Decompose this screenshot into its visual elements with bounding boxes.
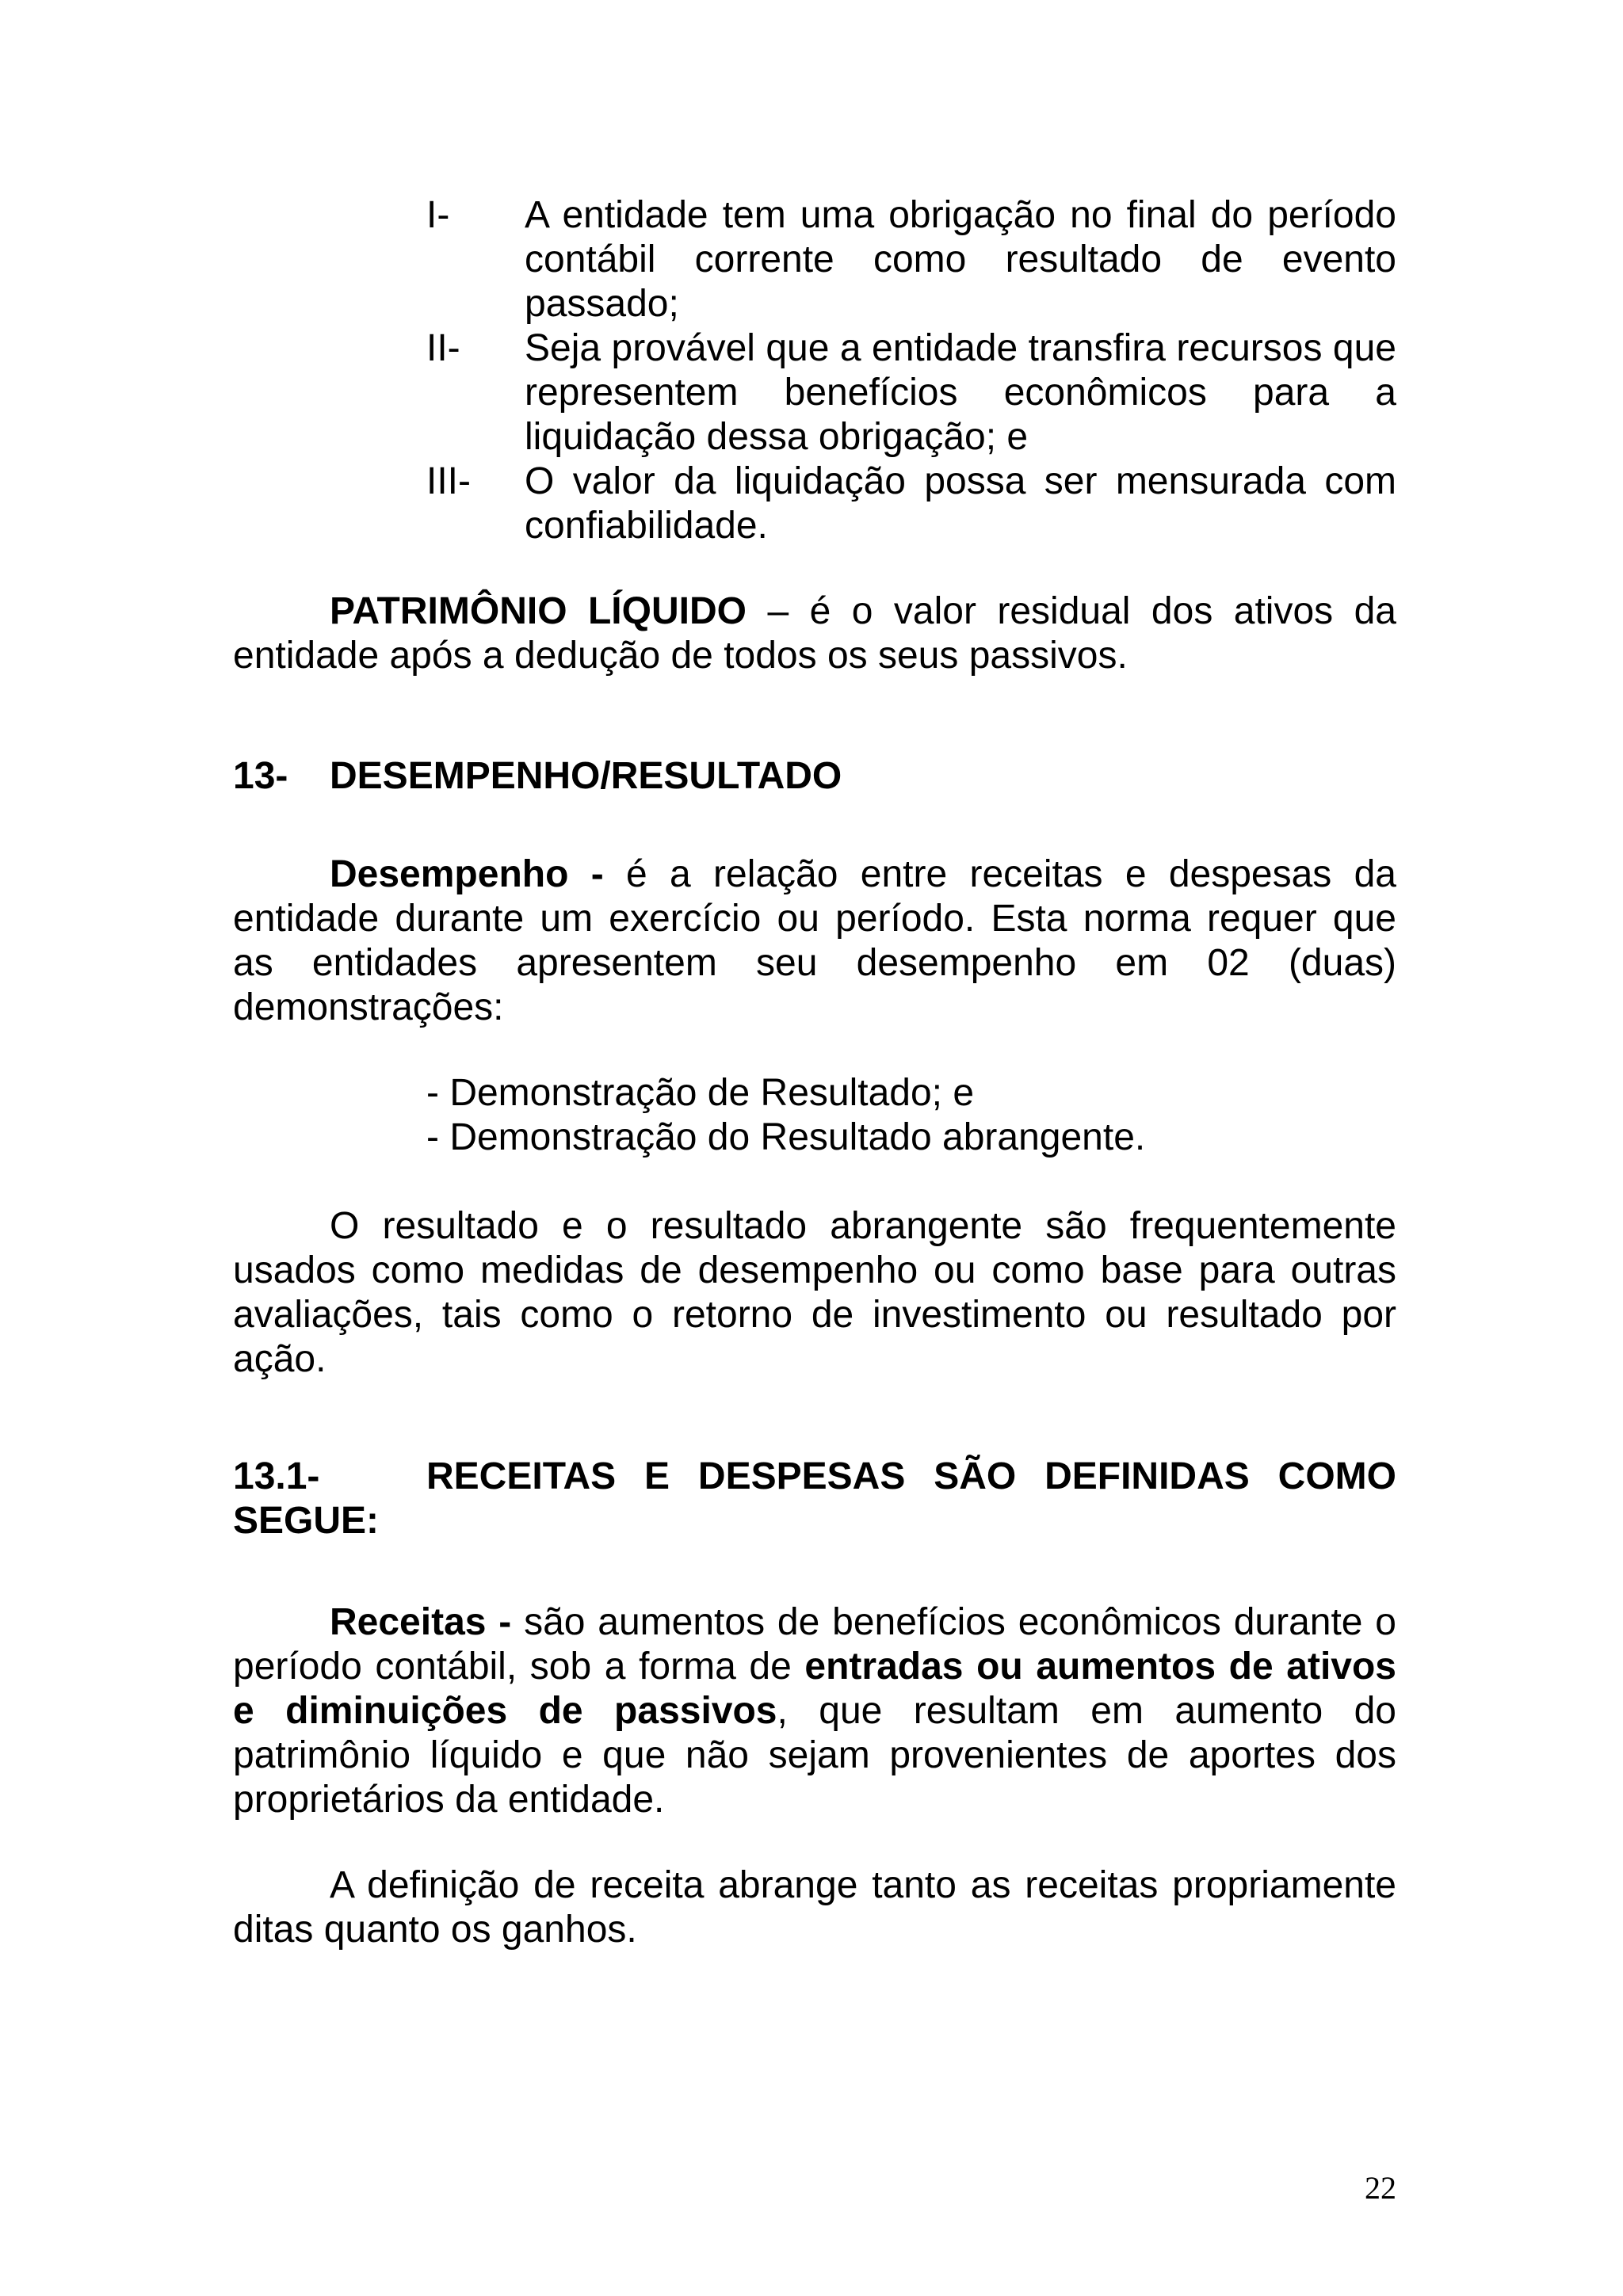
title-word: RECEITAS: [426, 1455, 617, 1497]
patrimonio-term: PATRIMÔNIO LÍQUIDO: [330, 590, 747, 632]
receitas-text: são aumentos de benefícios econômicos durante o período contábil, sob a forma de: [233, 1601, 1397, 1688]
receitas-emphasis: entradas ou aumentos de ativos e diminuições de passivos: [233, 1646, 1396, 1732]
list-item: [426, 193, 1396, 326]
list-item: - Demonstração do Resultado abrangente.: [426, 1116, 1146, 1158]
title-word: COMO: [1277, 1455, 1396, 1497]
section-13-1-number: 13.1-: [233, 1455, 320, 1497]
definicao-paragraph: A definição de receita abrange tanto as receitas propriamente ditas quanto os ganhos.: [233, 1864, 1396, 1951]
section-13-1-heading: [233, 1455, 1396, 1543]
list-item-number: II-: [426, 327, 460, 369]
receitas-term: Receitas -: [330, 1601, 512, 1643]
list-item-number: I-: [426, 194, 450, 236]
title-word: DEFINIDAS: [1044, 1455, 1250, 1497]
receitas-text: , que resultam em aumento do patrimônio líquido e que não sejam provenientes de aportes dos proprietários da entidade.: [233, 1690, 1396, 1821]
list-item: - Demonstração de Resultado; e: [426, 1072, 975, 1114]
resultado-paragraph: O resultado e o resultado abrangente são frequentemente usados como medidas de desempenho ou como base para outras avaliações, tais como o retorno de investimento ou resultado por ação.: [233, 1205, 1396, 1380]
list-item-text: O valor da liquidação possa ser mensurada com confiabilidade.: [525, 460, 1396, 547]
list-item-number: III-: [426, 460, 471, 502]
desempenho-term: Desempenho -: [330, 853, 604, 895]
list-item-text: A entidade tem uma obrigação no final do período contábil corrente como resultado de evento passado;: [525, 194, 1396, 325]
section-13-number: 13-: [233, 755, 288, 797]
patrimonio-paragraph: [233, 589, 1396, 678]
page-number: 22: [1365, 2170, 1396, 2206]
roman-numbered-list: [426, 193, 1396, 548]
title-word: E: [644, 1455, 670, 1497]
title-word: SÃO: [934, 1455, 1017, 1497]
desempenho-definition: é a relação entre receitas e despesas da entidade durante um exercício ou período. Esta norma requer que as entidades apresentem seu desempenho em 02 (duas) demonstrações:: [233, 853, 1396, 1028]
demonstracoes-list: [426, 1071, 1145, 1160]
patrimonio-definition: – é o valor residual dos ativos da entidade após a dedução de todos os seus passivos.: [233, 590, 1397, 677]
list-item: [426, 460, 1396, 548]
section-13-1-title: [426, 1455, 1396, 1499]
section-13-1-title-line2: SEGUE:: [233, 1500, 380, 1542]
title-word: DESPESAS: [697, 1455, 906, 1497]
section-13-title: DESEMPENHO/RESULTADO: [330, 755, 842, 797]
list-item-text: Seja provável que a entidade transfira recursos que representem benefícios econômicos para a liquidação dessa obrigação; e: [525, 327, 1396, 458]
receitas-paragraph: [233, 1600, 1396, 1822]
list-item: [426, 326, 1396, 460]
desempenho-paragraph: [233, 852, 1396, 1030]
